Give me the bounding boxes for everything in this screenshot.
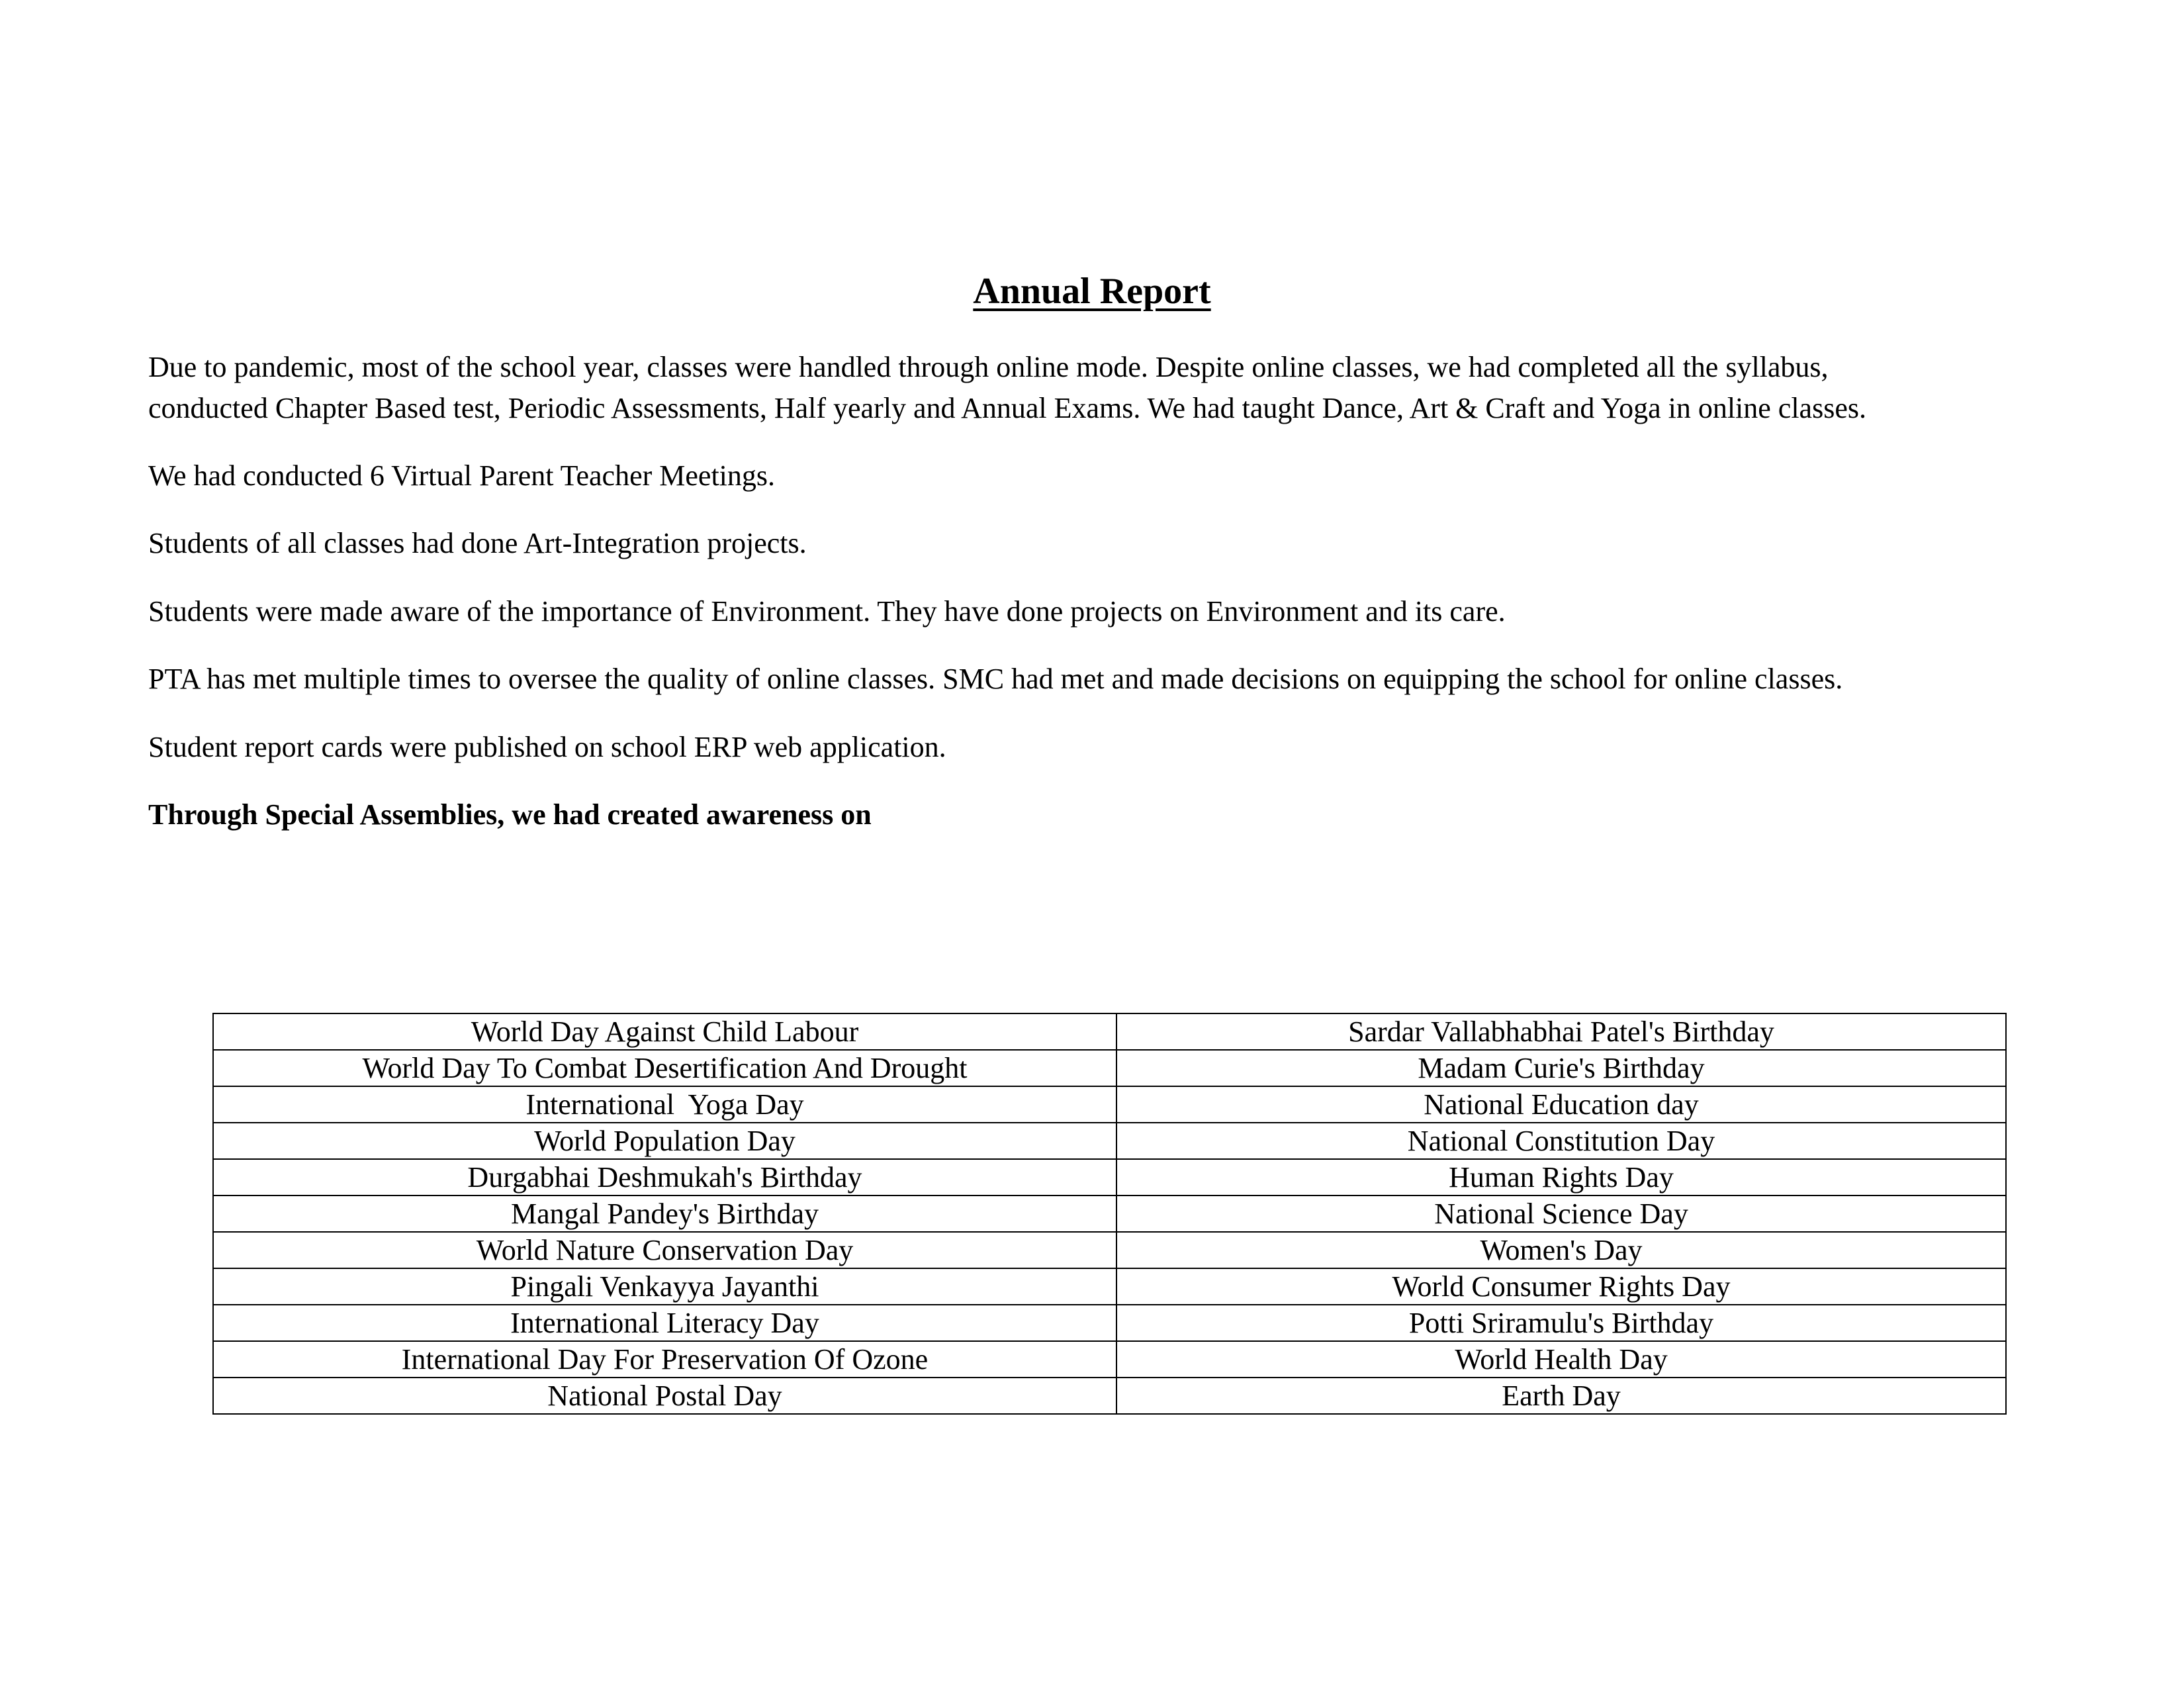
table-row (213, 1013, 2006, 1050)
table-cell: Madam Curie's Birthday (1116, 1050, 2006, 1086)
paragraph-online-classes (148, 347, 2068, 429)
table-cell: World Consumer Rights Day (1116, 1268, 2006, 1305)
table-row (213, 1086, 2006, 1123)
page-title (0, 263, 2184, 319)
assemblies-table-body (213, 1013, 2006, 1414)
table-row (213, 1378, 2006, 1414)
paragraph-ptm: We had conducted 6 Virtual Parent Teacher Meetings. (148, 459, 776, 492)
table-cell: Women's Day (1116, 1232, 2006, 1268)
table-cell: World Health Day (1116, 1341, 2006, 1378)
table-row (213, 1159, 2006, 1196)
table-cell: Human Rights Day (1116, 1159, 2006, 1196)
table-cell: International Day For Preservation Of Ozone (213, 1341, 1116, 1378)
assemblies-table (212, 1013, 2007, 1415)
paragraph-art-integration: Students of all classes had done Art-Integration projects. (148, 527, 807, 559)
table-row (213, 1268, 2006, 1305)
page-title-text: Annual Report (973, 271, 1211, 312)
table-row (213, 1123, 2006, 1159)
paragraph-report-cards: Student report cards were published on school ERP web application. (148, 731, 946, 763)
table-cell: Pingali Venkayya Jayanthi (213, 1268, 1116, 1305)
table-cell: Durgabhai Deshmukah's Birthday (213, 1159, 1116, 1196)
paragraph-environment: Students were made aware of the importance of Environment. They have done projects on Environment and its care. (148, 595, 1506, 628)
table-row (213, 1341, 2006, 1378)
assemblies-heading: Through Special Assemblies, we had created awareness on (148, 798, 872, 831)
table-row (213, 1050, 2006, 1086)
table-cell: World Nature Conservation Day (213, 1232, 1116, 1268)
table-row (213, 1196, 2006, 1232)
table-cell: International Yoga Day (213, 1086, 1116, 1123)
paragraph-line: conducted Chapter Based test, Periodic Assessments, Half yearly and Annual Exams. We had taught Dance, Art & Craft and Yoga in online classes. (148, 392, 1866, 424)
table-cell: Mangal Pandey's Birthday (213, 1196, 1116, 1232)
paragraph-line: Due to pandemic, most of the school year, classes were handled through online mode. Despite online classes, we had completed all the syllabus, (148, 351, 1829, 383)
table-cell: World Day Against Child Labour (213, 1013, 1116, 1050)
table-cell: National Constitution Day (1116, 1123, 2006, 1159)
table-row (213, 1232, 2006, 1268)
table-cell: Earth Day (1116, 1378, 2006, 1414)
table-cell: National Postal Day (213, 1378, 1116, 1414)
paragraph-pta-smc: PTA has met multiple times to oversee the quality of online classes. SMC had met and made decisions on equipping the school for online classes. (148, 663, 1843, 695)
table-cell: World Day To Combat Desertification And Drought (213, 1050, 1116, 1086)
table-row (213, 1305, 2006, 1341)
table-cell: Sardar Vallabhabhai Patel's Birthday (1116, 1013, 2006, 1050)
table-cell: Potti Sriramulu's Birthday (1116, 1305, 2006, 1341)
table-cell: International Literacy Day (213, 1305, 1116, 1341)
table-cell: National Science Day (1116, 1196, 2006, 1232)
table-cell: World Population Day (213, 1123, 1116, 1159)
table-cell: National Education day (1116, 1086, 2006, 1123)
